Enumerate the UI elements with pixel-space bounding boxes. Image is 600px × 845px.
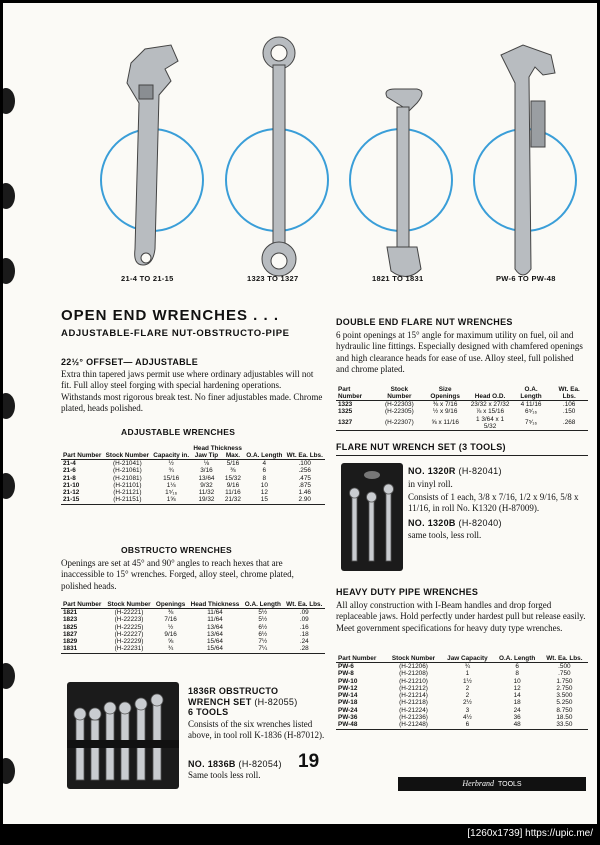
table-cell: (H-22229) <box>114 638 144 646</box>
table-row <box>61 467 325 474</box>
flareset-b-text: same tools, less roll. <box>408 530 482 540</box>
table-cell: (H-22227) <box>114 630 144 638</box>
table-cell: 1829 <box>63 638 78 646</box>
table-cell: ⅝ <box>167 638 174 646</box>
table-cell: .268 <box>562 419 576 427</box>
adjustable-wrench-image <box>127 45 178 265</box>
table-cell: (H-21061) <box>112 467 142 475</box>
set-1836-title-line2 <box>188 697 298 707</box>
table-cell: (H-22307) <box>384 419 414 427</box>
brand-suffix: TOOLS <box>497 781 522 788</box>
column-header: Head Thickness <box>188 601 242 609</box>
table-cell: 13/64 <box>206 623 223 631</box>
table-cell: 1⁵⁄₁₆ <box>165 489 178 497</box>
table-row <box>61 631 325 638</box>
table-cell: 18 <box>513 699 521 707</box>
pipe-heading: HEAVY DUTY PIPE WRENCHES <box>336 587 479 597</box>
binder-hole <box>3 473 15 499</box>
table-cell: ¾ <box>167 645 174 653</box>
table-cell: 3.500 <box>556 692 573 700</box>
table-cell: 2.90 <box>298 496 311 504</box>
table-cell: (H-22225) <box>114 623 144 631</box>
table-cell: 3/16 <box>200 467 213 475</box>
table-cell: 11/16 <box>225 489 241 497</box>
table-cell: .256 <box>298 467 311 475</box>
table-row <box>61 482 325 489</box>
table-cell: ⅜ <box>230 467 236 475</box>
set-1836-sub: 6 TOOLS <box>188 707 229 717</box>
column-header: Jaw Capacity <box>441 655 493 663</box>
binder-hole <box>3 758 15 784</box>
flareset-b-line <box>408 518 502 528</box>
table-cell: ⅝ x 11/16 <box>431 419 459 427</box>
table-row <box>61 624 325 631</box>
table-cell: (H-21041) <box>112 460 142 467</box>
table-cell: 21-8 <box>63 474 76 482</box>
table-cell: (H-21081) <box>112 474 142 482</box>
column-header: Jaw Tip <box>191 452 222 460</box>
head-thickness-group: Head Thickness <box>193 445 242 452</box>
table-cell: 6 <box>262 467 267 475</box>
flareset-b-stock: (H-82040) <box>458 518 502 528</box>
table-cell: 2.750 <box>556 684 573 692</box>
table-cell: 1323 <box>338 401 353 408</box>
column-header: Wt. Ea. Lbs. <box>285 452 325 460</box>
table-cell: .24 <box>299 638 309 646</box>
table-row <box>61 638 325 645</box>
table-cell: 7⁵⁄₁₆ <box>525 419 538 427</box>
flareset-no-line <box>408 466 502 476</box>
table-cell: 14 <box>513 692 521 700</box>
table-cell: (H-21224) <box>399 706 428 714</box>
table-cell: ⅜ <box>167 609 174 616</box>
obstructo-wrench-image <box>386 89 422 277</box>
column-header: O.A. Length <box>242 601 283 609</box>
table-cell: 1325 <box>338 408 353 416</box>
table-cell: (H-21214) <box>399 692 428 700</box>
wrench-illustrations <box>3 3 597 303</box>
tool-roll-image <box>341 463 403 571</box>
set-1836b-no: NO. 1836B <box>188 759 236 769</box>
table-cell: .475 <box>298 474 311 482</box>
table-cell: 12 <box>260 489 268 497</box>
table-cell: PW-48 <box>338 721 358 729</box>
table-cell: (H-21101) <box>113 481 142 489</box>
column-header: Stock Number <box>377 386 422 401</box>
table-cell: 9/16 <box>164 630 177 638</box>
flareset-text: Consists of 1 each, 3/8 x 7/16, 1/2 x 9/16, 5/8 x 11/16, in roll No. K1320 (H-87009). <box>408 492 579 514</box>
table-cell: .150 <box>562 408 576 416</box>
table-cell: 18.50 <box>556 714 573 722</box>
table-row <box>61 489 325 496</box>
table-row <box>336 678 588 685</box>
table-cell: 1½ <box>462 677 472 685</box>
set-1836-title2: WRENCH SET <box>188 697 252 707</box>
flareset-stock: (H-82041) <box>458 466 502 476</box>
table-cell: 7/16 <box>164 616 177 624</box>
table-cell: 10 <box>260 481 268 489</box>
table-cell: 6½ <box>258 630 268 638</box>
table-cell: (H-22223) <box>114 616 144 624</box>
table-cell: PW-6 <box>338 663 354 670</box>
table-cell: 9/16 <box>226 481 240 489</box>
flare-text: 6 point openings at 15° angle for maximum utility on fuel, oil and hydraulic line fittings. Especially designed with chamfered openings and high clearance heads for ease of use. Alloy steel, full polished and chrome plated. <box>336 330 583 375</box>
obstructo-text: Openings are set at 45° and 90° angles to reach hexes that are inaccessible to 15° wrenches. Forged, alloy steel, chrome plated, polished heads. <box>61 558 294 591</box>
table-cell: PW-24 <box>338 706 358 714</box>
table-cell: 4½ <box>462 714 472 722</box>
table-cell: 1 3/64 x 1 5/32 <box>476 415 505 430</box>
table-cell: 2 <box>465 692 470 700</box>
table-cell: 5½ <box>258 616 268 624</box>
table-cell: 3 <box>465 706 470 714</box>
column-header: Part Number <box>61 452 104 460</box>
binder-hole <box>3 663 15 689</box>
column-header: O.A. Length <box>244 452 284 460</box>
table-cell: 21-6 <box>63 467 76 475</box>
column-header: Wt. Ea. Lbs. <box>550 386 588 401</box>
binder-hole <box>3 393 15 419</box>
table-cell: 1327 <box>338 419 353 427</box>
table-cell: (H-21121) <box>113 489 142 497</box>
table-cell: .750 <box>558 670 571 678</box>
flareset-b-no: NO. 1320B <box>408 518 456 528</box>
table-row <box>336 408 588 415</box>
table-cell: .09 <box>299 609 309 616</box>
table-cell: 21/32 <box>224 496 241 504</box>
pipe-text: All alloy construction with I-Beam handles and drop forged replaceable jaws. Hold perfectly under hardest pull but release easily. Meet government specifications for heavy duty type wrenches. <box>336 600 586 633</box>
table-cell: 15/64 <box>206 645 223 653</box>
table-row <box>61 645 325 653</box>
divider <box>336 455 588 456</box>
table-cell: 5½ <box>258 609 268 616</box>
table-cell: (H-22303) <box>384 401 414 408</box>
table-cell: 21-12 <box>63 489 80 497</box>
table-cell: 8 <box>515 670 519 678</box>
table-cell: 15/32 <box>224 474 241 482</box>
table-cell: 5.250 <box>556 699 573 707</box>
table-cell: 6 <box>515 663 519 670</box>
flareset-heading: FLARE NUT WRENCH SET (3 TOOLS) <box>336 442 506 452</box>
table-cell: .106 <box>562 401 576 408</box>
table-row <box>61 496 325 504</box>
table-cell: 48 <box>513 721 521 729</box>
column-header: O.A. Length <box>494 655 541 663</box>
obstructo-table <box>61 601 325 654</box>
page-number: 19 <box>298 751 320 772</box>
table-cell: 1823 <box>63 616 78 624</box>
table-cell: 1827 <box>63 630 78 638</box>
table-cell: ⅜ x 7/16 <box>432 401 458 408</box>
flare-nut-wrench-image <box>262 37 296 276</box>
flare-heading: DOUBLE END FLARE NUT WRENCHES <box>336 317 513 327</box>
table-cell: 4 11/16 <box>520 401 542 408</box>
table-cell: ⅞ x 15/16 <box>476 408 505 416</box>
brand-name: Herbrand <box>462 779 494 788</box>
column-header: Head O.D. <box>468 386 511 401</box>
table-cell: 1.750 <box>556 677 573 685</box>
table-cell: 2 <box>465 684 470 692</box>
flare-table <box>336 386 588 431</box>
table-row <box>336 685 588 692</box>
table-cell: 24 <box>513 706 521 714</box>
table-cell: 1 <box>465 670 470 678</box>
set-1836b-stock: (H-82054) <box>238 759 282 769</box>
table-cell: 5/16 <box>226 460 240 467</box>
table-row <box>336 699 588 706</box>
column-header: Part Number <box>61 601 105 609</box>
adjustable-table-title: ADJUSTABLE WRENCHES <box>121 427 236 437</box>
set-1836-stock: (H-82055) <box>254 697 298 707</box>
table-cell: .18 <box>299 630 309 638</box>
column-header: Part Number <box>336 655 386 663</box>
table-cell: 36 <box>513 714 521 722</box>
table-row <box>336 663 588 671</box>
table-row <box>61 475 325 482</box>
table-cell: 2½ <box>462 699 472 707</box>
table-row <box>61 616 325 623</box>
table-cell: 9/32 <box>200 481 213 489</box>
table-cell: 15/64 <box>206 638 223 646</box>
obstructo-heading: OBSTRUCTO WRENCHES <box>121 545 233 555</box>
table-cell: 21-10 <box>63 481 80 489</box>
table-cell: 7½ <box>258 638 268 646</box>
table-row <box>336 692 588 699</box>
table-cell: 6½ <box>258 623 268 631</box>
table-cell: 10 <box>513 677 521 685</box>
table-cell: .16 <box>299 623 309 631</box>
table-cell: 11/64 <box>207 616 223 624</box>
adjustable-table <box>61 445 325 505</box>
table-cell: 8.750 <box>556 706 573 714</box>
table-cell: 13/64 <box>206 630 223 638</box>
column-header: Max. <box>222 452 244 460</box>
table-cell: PW-8 <box>338 670 354 678</box>
table-cell: 33.50 <box>556 721 573 729</box>
table-cell: (H-21210) <box>399 677 428 685</box>
table-cell: PW-10 <box>338 677 358 685</box>
table-cell: ⅛ <box>203 460 210 467</box>
table-cell: ½ x 9/16 <box>432 408 458 416</box>
table-row <box>336 721 588 729</box>
table-cell: 11/32 <box>198 489 215 497</box>
table-cell: 1825 <box>63 623 78 631</box>
tool-roll-image <box>67 682 179 789</box>
flareset-line1: in vinyl roll. <box>408 479 453 489</box>
page-title: OPEN END WRENCHES . . . <box>61 307 280 324</box>
table-cell: 23/32 x 27/32 <box>470 401 510 408</box>
table-cell: .500 <box>558 663 571 670</box>
image-caption: 21-4 TO 21-15 <box>121 274 174 283</box>
obstructo-set-image <box>67 682 179 789</box>
set-1836-title: 1836R OBSTRUCTO <box>188 686 279 696</box>
table-cell: 6 <box>465 721 470 729</box>
column-header: Stock Number <box>386 655 442 663</box>
pipe-wrench-image <box>501 45 555 275</box>
table-cell: (H-21151) <box>113 496 142 504</box>
table-cell: 4 <box>262 460 267 467</box>
table-cell: 1⅛ <box>166 481 176 489</box>
adjustable-text: Extra thin tapered jaws permit use where ordinary adjustables will not fit. Full alloy steel forging with special hardening operations. Withstands most rigorous break test. No finer adjustables made. Chrome plated, heads polished. <box>61 369 323 414</box>
table-cell: 1⅝ <box>166 496 176 504</box>
column-header: Capacity in. <box>151 452 191 460</box>
table-cell: (H-21206) <box>399 663 428 670</box>
table-cell: PW-18 <box>338 699 358 707</box>
table-cell: 6⁵⁄₁₆ <box>525 408 538 416</box>
table-cell: (H-21218) <box>399 699 428 707</box>
set-1836b-text: Same tools less roll. <box>188 770 261 780</box>
table-cell: PW-36 <box>338 714 358 722</box>
column-header: Wt. Ea. Lbs. <box>284 601 325 609</box>
adjustable-heading: 22½° OFFSET— ADJUSTABLE <box>61 357 199 367</box>
table-cell: 21-4 <box>63 460 76 467</box>
column-header: Openings <box>153 601 187 609</box>
table-cell: 12 <box>513 684 521 692</box>
table-cell: (H-21236) <box>399 714 428 722</box>
table-cell: 21-15 <box>63 496 80 504</box>
column-header: O.A. Length <box>512 386 551 401</box>
table-row <box>336 401 588 409</box>
table-row <box>336 714 588 721</box>
column-header: Wt. Ea. Lbs. <box>541 655 588 663</box>
set-1836b <box>188 759 282 769</box>
table-cell: 1.46 <box>298 489 311 497</box>
table-cell: ¾ <box>168 467 174 475</box>
column-header: Stock Number <box>104 452 152 460</box>
table-cell: .28 <box>299 645 309 653</box>
column-header: Stock Number <box>105 601 154 609</box>
table-cell: .875 <box>298 481 311 489</box>
table-cell: PW-12 <box>338 684 358 692</box>
table-cell: 11/64 <box>207 609 223 616</box>
table-cell: 19/32 <box>198 496 215 504</box>
table-cell: (H-21212) <box>399 684 428 692</box>
table-cell: (H-22231) <box>114 645 144 653</box>
image-caption: 1821 TO 1831 <box>372 274 424 283</box>
table-cell: ½ <box>168 460 174 467</box>
catalog-page <box>3 3 597 842</box>
flareset-no: NO. 1320R <box>408 466 456 476</box>
column-header: Size Openings <box>422 386 468 401</box>
table-cell: .100 <box>298 460 311 467</box>
pipe-table <box>336 655 588 730</box>
page-subtitle: ADJUSTABLE-FLARE NUT-OBSTRUCTO-PIPE <box>61 328 290 339</box>
table-cell: ¾ <box>464 663 471 670</box>
table-cell: ½ <box>167 623 174 631</box>
table-cell: .09 <box>299 616 309 624</box>
table-row <box>336 670 588 677</box>
table-row <box>61 460 325 468</box>
table-cell: (H-22305) <box>384 408 414 416</box>
table-cell: (H-21248) <box>399 721 428 729</box>
column-header: Part Number <box>336 386 377 401</box>
table-row <box>336 416 588 431</box>
table-cell: 15 <box>260 496 268 504</box>
set-1836-text: Consists of the six wrenches listed above, in tool roll K-1836 (H-87012). <box>188 719 325 741</box>
image-caption: 1323 TO 1327 <box>247 274 299 283</box>
image-host-stamp: [1260x1739] https://upic.me/ <box>467 828 593 839</box>
table-cell: 15/16 <box>163 474 180 482</box>
table-cell: PW-14 <box>338 692 358 700</box>
flare-set-image <box>341 463 403 571</box>
image-caption: PW-6 TO PW-48 <box>496 274 556 283</box>
table-cell: (H-21208) <box>399 670 428 678</box>
table-row <box>336 707 588 714</box>
table-cell: (H-22221) <box>114 609 144 616</box>
table-cell: 1831 <box>63 645 78 653</box>
table-row <box>61 609 325 617</box>
table-cell: 1821 <box>63 609 78 616</box>
table-cell: 7¼ <box>258 645 268 653</box>
table-cell: 8 <box>262 474 267 482</box>
table-cell: 13/64 <box>198 474 215 482</box>
brand-bar <box>398 777 586 791</box>
